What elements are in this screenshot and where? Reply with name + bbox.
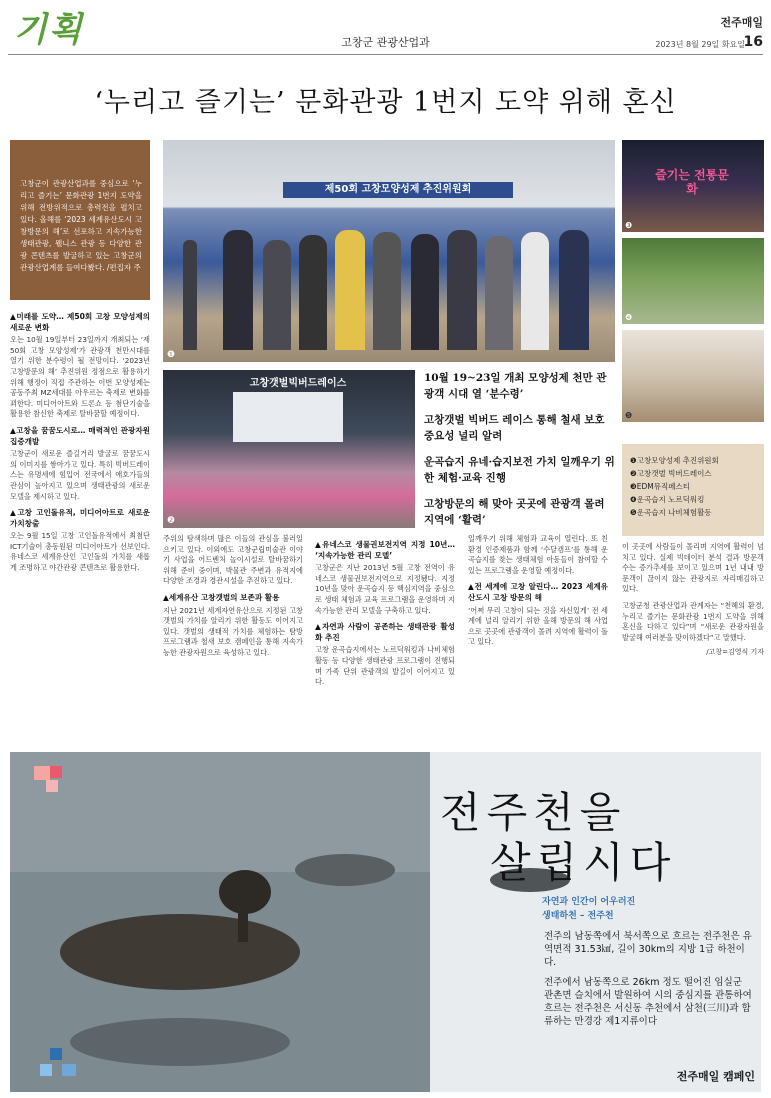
pull-quote: 운곡습지 유네·습지보전 가치 일깨우기 위한 체험·교육 진행 — [424, 456, 615, 484]
photo-butterfly-activity — [622, 330, 764, 422]
issue-date: 2023년 8월 29일 화요일 — [655, 40, 745, 49]
paragraph: 오는 10월 19일부터 23일까지 개최되는 ‘제50회 고창 모양성제’가 관광객 천만시대를 열기 위한 분수령이 될 전망이다. ‘2023년 고창방문의 해’ 추진위원 정점으로 활용하기 위해 행정이 직접 주관하는 이번 모양성제는 공동주최 MZ세대를 아우르는 축제로 변화를 꾀한다. 미디어아트와 드론쇼 등 첨단기술을 활용한 참신한 축제로 탈바꿈할 예정이다. — [10, 335, 150, 419]
photo-banner: 고창갯벌빅버드레이스 — [249, 378, 347, 389]
subheading: ▲세계유산 고창갯벌의 보존과 활용 — [163, 592, 280, 602]
article-column-3 — [315, 534, 455, 744]
subheading: ▲미래를 도약… 제50회 고창 모양성제의 새로운 변화 — [10, 312, 150, 332]
article-column-2 — [163, 534, 303, 744]
paragraph: 고창군이 새로운 즐길거리 발굴로 꿈꿈도시의 이미지를 쌓아가고 있다. 특히 빅버드레이스는 유명세에 힘입어 전국에서 애호가들의 관심이 높아지고 있으며 생태관광의 새로운 모델을 제시하고 있다. — [10, 449, 150, 501]
photo-number: ❶ — [167, 350, 176, 360]
pull-quote: 고창방문의 해 맞아 곳곳에 관광객 몰려 지역에 ‘활력’ — [424, 498, 605, 526]
ad-campaign-label: 전주매일 캠페인 — [676, 1070, 755, 1083]
subheading: ▲고창을 꿈꿈도시로… 매력적인 관광자원 집중개발 — [10, 425, 150, 446]
lead-box: 고창군이 관광산업과를 중심으로 ‘누리고 즐기는’ 문화관광 1번지 도약을 위해 전방위적으로 총력전을 펼치고 있다. 올해를 ‘2023 세계유산도시 고창방문의 해’로 선포하고 지속가능한 생태관광, 웰니스 관광 등 다양한 관광 콘텐츠를 발굴하고 있는 고창군의 관광산업계를 들여다봤다. /편집자 주 — [10, 140, 150, 300]
photo-caption: ❹운곡습지 노르딕워킹 — [630, 495, 705, 504]
paragraph: 고창군은 지난 2013년 5월 고창 전역이 유네스코 생물권보전지역으로 지정됐다. 지정 10년을 맞아 운곡습지 등 핵심지역을 중심으로 생태 체험과 교육 프로그램을 운영하며 지속가능한 관리 모델을 구축하고 있다. — [315, 563, 455, 615]
photo-number: ❹ — [625, 313, 633, 322]
ad-subtitle: 생태하천 – 전주천 — [542, 911, 614, 921]
photo-banner: 제50회 고창모양성제 추진위원회 — [283, 182, 513, 198]
pull-quote: 10월 19~23일 개최 모양성제 천만 관광객 시대 열 ‘분수령’ — [424, 372, 607, 400]
ad-title-line1: 전주천을 — [440, 788, 627, 837]
photo-edm-festival — [622, 140, 764, 232]
photo-number: ❷ — [167, 516, 176, 526]
paragraph: 고창 운곡습지에서는 노르딕워킹과 나비체험활동 등 다양한 생태관광 프로그램이 진행되며 가족 단위 관광객의 발길이 이어지고 있다. — [315, 645, 455, 687]
paragraph: 지난 2021년 세계자연유산으로 지정된 고창갯벌의 가치를 알리기 위한 활동도 이어지고 있다. 갯벌의 생태적 가치를 체험하는 탐방 프로그램과 철새 보호 캠페인을 통해 지속가능한 관광자원으로 육성하고 있다. — [163, 605, 303, 657]
paragraph: 고창군청 관광산업과 관계자는 “천혜의 환경, 누리고 즐기는 문화관광 1번지 도약을 위해 혼신을 다하고 있다”며 “새로운 관광자원을 발굴해 여러분을 맞이하겠다”고 말했다. — [622, 600, 764, 642]
paragraph: ‘어쩌 무리 고창이 되는 것을 자신있게’ 전 세계에 널리 알리기 위한 올해 방문의 해 사업으로 곳곳에 관광객이 몰려 지역에 활력이 돌고 있다. — [468, 605, 608, 647]
campaign-ad — [10, 752, 761, 1092]
section-logo: 기획 — [14, 10, 84, 50]
photo-caption: ❸EDM뮤직페스티 — [630, 482, 690, 491]
ad-body-text: 전주에서 남동쪽으로 26km 정도 떨어진 임실군 관촌면 슬치에서 발원하여 시의 중심지를 관통하여 흐르는 전주천은 서신동 추천에서 삼천(三川)과 합류하는 만경강 제1지류이다 — [544, 977, 752, 1027]
photo-nordic-walking — [622, 238, 764, 324]
subheading: ▲자연과 사람이 공존하는 생태관광 활성화 추진 — [315, 622, 455, 642]
ad-subtitle: 자연과 인간이 어우러진 — [542, 897, 636, 907]
pull-quote: 고창갯벌 빅버드 레이스 통해 철새 보호 중요성 널리 알려 — [424, 414, 605, 442]
photo-screen — [233, 392, 343, 442]
photo-title-text: 즐기는 전통문화 — [655, 168, 729, 196]
section-label: 고창군 관광산업과 — [341, 36, 430, 49]
article-column-5 — [622, 542, 764, 744]
photo-caption: ❶고창모양성제 추진위원회 — [630, 456, 719, 465]
paragraph: 이 곳곳에 사람들이 몰리며 지역에 활력이 넘치고 있다. 실제 빅데이터 분석 결과 방문객 수는 증가추세를 보이고 있으며 1년 내내 방문객이 끊이지 않는 관광지로 자리매김하고 있다. — [622, 542, 764, 594]
ad-title-line2: 살립시다 — [490, 838, 677, 887]
paragraph: 주위의 탐색하며 많은 이들의 관심을 불러일으키고 있다. 이외에도 고창군립미술관 이야기 사업을 어드벤처 놀이시설로 탈바꿈하기 위해 준비 중이며, 박물관 주변과 유적지에 다양한 조경과 경관시설을 추진하고 있다. — [163, 534, 303, 586]
subheading: ▲유네스코 생물권보전지역 지정 10년… ‘지속가능한 관리 모델’ — [315, 540, 455, 560]
page-number: 16 — [743, 34, 763, 50]
photo-committee — [163, 140, 615, 362]
subheading: ▲전 세계에 고창 알린다… 2023 세계유산도시 고창 방문의 해 — [468, 582, 608, 602]
photo-caption: ❺운곡습지 나비체험활동 — [630, 508, 712, 517]
photo-number: ❺ — [625, 411, 633, 420]
ad-background-photo — [10, 752, 761, 1092]
subheading: ▲고창 고인돌유적, 미디어아트로 새로운 가치창출 — [10, 508, 150, 528]
top-rule — [8, 54, 763, 55]
paragraph: 일깨우기 위해 체험과 교육이 열린다. 또 친환경 인증제품과 함께 ‘수달캠프’를 통해 운곡습지를 찾는 생태체험 아동들이 참여할 수 있는 프로그램을 운영할 예정이다. — [468, 534, 608, 575]
page-headline: ‘누리고 즐기는’ 문화관광 1번지 도약 위해 혼신 — [94, 87, 677, 118]
photo-caption-box — [622, 444, 764, 536]
paragraph: 오는 9월 15일 고창 고인돌유적에서 최첨단 ICT기술이 총동원된 미디어아트가 선보인다. 유네스코 세계유산인 고인돌의 가치를 새롭게 조명하고 야간관광 콘텐츠로 활용한다. — [10, 531, 150, 573]
photo-caption: ❷고창갯벌 빅버드레이스 — [630, 469, 712, 478]
pull-quotes — [424, 370, 616, 538]
article-column-1 — [10, 306, 150, 744]
byline: /고창=김영식 기자 — [706, 648, 764, 657]
article-column-4 — [468, 534, 608, 744]
photo-number: ❸ — [625, 221, 633, 230]
paper-name: 전주매일 — [720, 16, 763, 29]
photo-bird-race — [163, 370, 415, 528]
photo-people-group — [183, 230, 603, 330]
ad-body-text: 전주의 남동쪽에서 북서쪽으로 흐르는 전주천은 유역면적 31.53㎢, 길이 30km의 지방 1급 하천이다. — [544, 931, 752, 968]
